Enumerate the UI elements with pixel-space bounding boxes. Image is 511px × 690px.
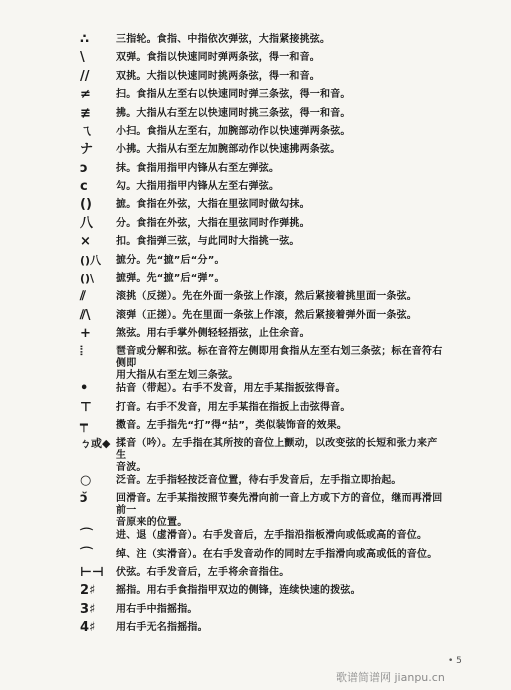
notation-symbol: ≠ — [80, 87, 91, 102]
symbol-description: 扣。食指弹三弦，与此同时大指挑一弦。 — [116, 236, 300, 247]
notation-symbol: 4♯ — [80, 620, 96, 635]
symbol-description: 揉音（吟）。左手指在其所按的音位上颤动，以改变弦的长短和张力来产生 音波。 — [116, 438, 438, 473]
symbol-description: 擞音。左手指先“打”得“拈”，类似装饰音的效果。 — [116, 420, 348, 431]
symbol-description: 回滑音。左手某指按照节奏先滑向前一音上方或下方的音位，继而再滑回前一 音原来的位置。 — [116, 493, 443, 528]
notation-symbol: • — [80, 381, 89, 396]
symbol-description: 双挑。大指以快速同时挑两条弦，得一和音。 — [116, 71, 320, 82]
symbol-description: 用右手无名指摇指。 — [116, 622, 208, 633]
notation-symbol: 2♯ — [80, 583, 96, 598]
symbol-description: 煞弦。用右手掌外侧轻轻捂弦，止住余音。 — [116, 328, 310, 339]
symbol-description: 摭弹。先“摭”后“弹”。 — [116, 273, 225, 284]
notation-symbol: ⫽ — [80, 289, 86, 304]
notation-symbol: ≢ — [80, 106, 91, 121]
symbol-description: 摇指。用右手食指指甲双边的侧锋，连续快速的拨弦。 — [116, 585, 361, 596]
symbol-description: 用右手中指摇指。 — [116, 604, 198, 615]
symbol-description: 打音。右手不发音，用左手某指在指扳上击弦得音。 — [116, 402, 351, 413]
notation-symbol: ⌒ — [80, 547, 94, 562]
symbol-description: 进、退（虚滑音）。右手发音后，左手指沿指板滑向或低或高的音位。 — [116, 530, 428, 541]
symbol-description: 拂。大指从右至左以快速同时挑三条弦，得一和音。 — [116, 108, 351, 119]
notation-symbol: \ — [80, 50, 85, 65]
notation-symbol: ⊢⊣ — [80, 565, 104, 580]
symbol-description: 拈音（带起）。右手不发音，用左手某指扳弦得音。 — [116, 383, 346, 394]
notation-symbol: // — [80, 69, 90, 84]
symbol-description: 抹。食指用指甲内锋从右至左弹弦。 — [116, 163, 280, 174]
symbol-description: 勾。大指用指甲内锋从左至右弹弦。 — [116, 181, 280, 192]
symbol-description: 扫。食指从左至右以快速同时弹三条弦，得一和音。 — [116, 89, 351, 100]
notation-symbol: ()八 — [80, 254, 102, 267]
notation-symbol: ∴ — [80, 32, 90, 47]
symbol-description: 三指轮。食指、中指依次弹弦，大指紧接挑弦。 — [116, 34, 331, 45]
watermark: 歌谱简谱网 jianpu.cn — [336, 671, 445, 684]
symbol-description: 摭。食指在外弦，大指在里弦同时做勾抹。 — [116, 199, 310, 210]
symbol-description: 绰、注（实滑音）。在右手发音动作的同时左手指滑向或高或低的音位。 — [116, 549, 438, 560]
symbol-description: 小扫。食指从左至右，加腕部动作以快速弹两条弦。 — [116, 126, 351, 137]
symbol-description: 滚弹（正搓）。先在里面一条弦上作滚，然后紧接着弹外面一条弦。 — [116, 310, 417, 321]
symbol-description: 泛音。左手指轻按泛音位置，待右手发音后，左手指立即抬起。 — [116, 475, 402, 486]
symbol-description: 伏弦。右手发音后，左手将余音指住。 — [116, 567, 290, 578]
notation-symbol: ↄ̆ — [80, 491, 88, 506]
notation-symbol: 3♯ — [80, 602, 96, 617]
notation-symbol: ┯ — [80, 418, 88, 433]
notation-symbol: ⫽\ — [80, 308, 91, 323]
symbol-description: 摭分。先“摭”后“分”。 — [116, 255, 225, 266]
notation-symbol: ⊤ — [80, 400, 92, 415]
notation-symbol: + — [80, 326, 91, 341]
notation-symbol: c — [80, 179, 88, 194]
notation-symbol: ↄ — [80, 161, 88, 176]
notation-symbol: ナ — [80, 142, 94, 157]
notation-symbol: ○ — [80, 473, 92, 488]
notation-symbol: × — [80, 234, 91, 249]
page-number: • 5 — [448, 656, 462, 666]
symbol-description: 琶音或分解和弦。标在音符左侧即用食指从左至右划三条弦；标在音符右侧即 用大指从右至左划三条弦。 — [116, 346, 443, 381]
notation-symbol: ⦙ — [80, 344, 83, 359]
notation-symbol: ㄟ — [80, 124, 94, 139]
notation-symbol: () — [80, 197, 92, 212]
symbol-description: 小拂。大指从右至左加腕部动作以快速拂两条弦。 — [116, 144, 341, 155]
notation-symbol: ()\ — [80, 272, 95, 285]
notation-symbol: ⌒ — [80, 528, 94, 543]
symbol-description: 滚挑（反搓）。先在外面一条弦上作滚，然后紧接着挑里面一条弦。 — [116, 291, 417, 302]
symbol-description: 分。食指在外弦，大指在里弦同时作弹挑。 — [116, 218, 310, 229]
notation-symbol: 八 — [80, 216, 94, 231]
notation-symbol: ㄅ或◆ — [80, 437, 111, 450]
symbol-description: 双弹。食指以快速同时弹两条弦，得一和音。 — [116, 52, 320, 63]
